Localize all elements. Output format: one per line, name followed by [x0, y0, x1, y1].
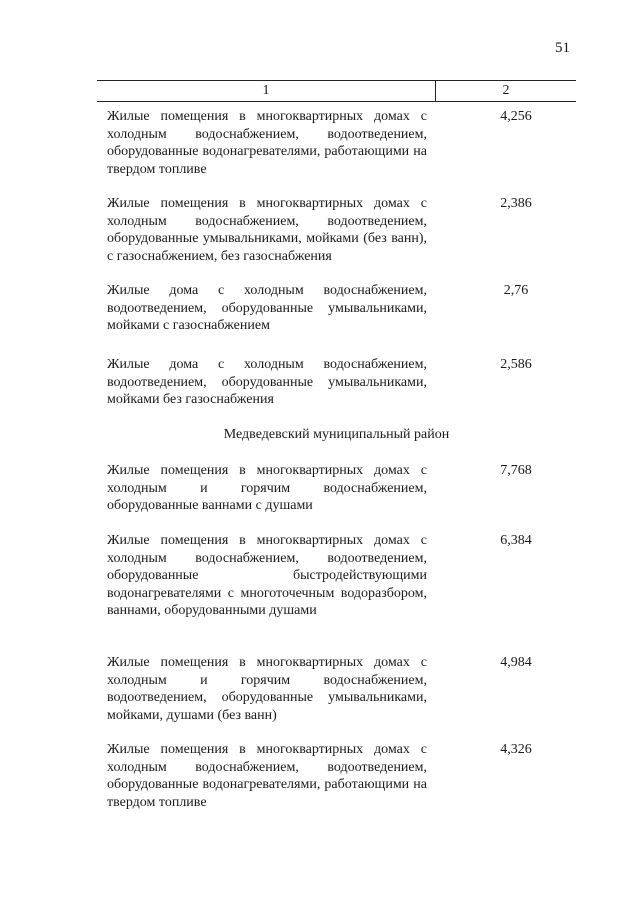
section-heading: Медведевский муниципальный район: [223, 427, 450, 442]
row-value: 7,768: [500, 463, 532, 478]
row-description: Жилые помещения в многоквартирных домах с холодным и горячим водоснабжением, водоотведением, оборудованные умывальниками, мойками, душами (без ванн): [107, 655, 427, 723]
row-description: Жилые дома с холодным водоснабжением, водоотведением, оборудованные умывальниками, мойками с газоснабжением: [107, 283, 427, 333]
row-value: 2,386: [500, 196, 532, 211]
row-value: 2,586: [500, 357, 532, 372]
page-number: 51: [555, 40, 570, 56]
row-description: Жилые помещения в многоквартирных домах с холодным водоснабжением, водоотведением, оборудованные быстродействующими водонагревателями с многоточечным водоразбором, ваннами, оборудованными душами: [107, 533, 427, 618]
row-description: Жилые помещения в многоквартирных домах с холодным водоснабжением, водоотведением, оборудованные водонагревателями, работающими на твердом топливе: [107, 109, 427, 177]
row-value: 2,76: [503, 283, 529, 298]
table-header-row: [97, 80, 576, 102]
table-header-col-2: 2: [502, 83, 510, 98]
row-description: Жилые помещения в многоквартирных домах с холодным и горячим водоснабжением, оборудованные ваннами с душами: [107, 463, 427, 513]
row-value: 4,984: [500, 655, 532, 670]
row-description: Жилые помещения в многоквартирных домах с холодным водоснабжением, водоотведением, оборудованные умывальниками, мойками (без ванн), с газоснабжением, без газоснабжения: [107, 196, 427, 264]
row-value: 6,384: [500, 533, 532, 548]
table-header-col-1: 1: [262, 83, 270, 98]
row-description: Жилые помещения в многоквартирных домах с холодным водоснабжением, водоотведением, оборудованные водонагревателями, работающими на твердом топливе: [107, 742, 427, 810]
row-description: Жилые дома с холодным водоснабжением, водоотведением, оборудованные умывальниками, мойками без газоснабжения: [107, 357, 427, 407]
row-value: 4,256: [500, 109, 532, 124]
row-value: 4,326: [500, 742, 532, 757]
